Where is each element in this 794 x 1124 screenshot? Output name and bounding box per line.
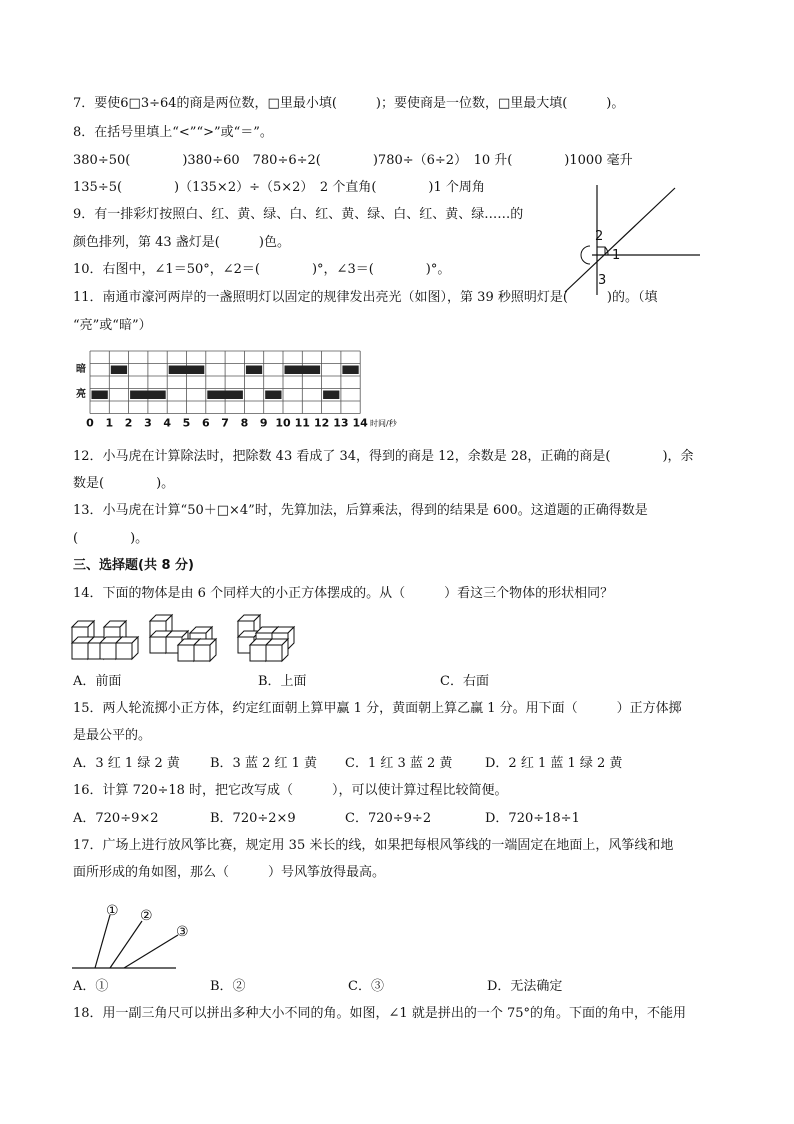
question-8-row-1: 380÷50( )380÷60 780÷6÷2( )780÷（6÷2） 10 升( )1000 毫升 bbox=[73, 153, 633, 168]
cube-object-3 bbox=[238, 615, 294, 661]
dark-segment bbox=[342, 366, 358, 375]
x-tick-label: 12 bbox=[313, 416, 330, 430]
q14-option-b: B．上面 bbox=[258, 674, 307, 689]
angle-figure bbox=[560, 180, 700, 300]
cube-object-2 bbox=[150, 615, 216, 661]
dark-segment bbox=[246, 366, 262, 375]
q16-option-d: D．720÷18÷1 bbox=[485, 811, 580, 826]
bright-segment bbox=[92, 391, 108, 400]
x-tick-label: 9 bbox=[259, 416, 268, 430]
dark-segment bbox=[169, 366, 205, 375]
question-11-line-2: “亮”或“暗”） bbox=[73, 318, 152, 333]
x-tick-label: 10 bbox=[275, 416, 291, 430]
question-15-line-2: 是最公平的。 bbox=[73, 728, 152, 743]
x-tick-label: 1 bbox=[105, 416, 114, 430]
cube-object-1 bbox=[72, 621, 138, 659]
x-tick-label: 2 bbox=[124, 416, 133, 430]
kite-label-1: ① bbox=[106, 903, 119, 919]
bright-segment bbox=[207, 391, 243, 400]
section-3-heading: 三、选择题(共 8 分) bbox=[73, 558, 194, 573]
x-tick-label: 5 bbox=[182, 416, 191, 430]
question-17-line-1: 17．广场上进行放风筝比赛，规定用 35 米长的线，如果把每根风筝线的一端固定在地面上，风筝线和地 bbox=[73, 838, 674, 853]
question-15-line-1: 15．两人轮流掷小正方体，约定红面朝上算甲赢 1 分，黄面朝上算乙赢 1 分。用下面（ ）正方体掷 bbox=[73, 701, 682, 716]
question-7: 7．要使6□3÷64的商是两位数，□里最小填( )；要使商是一位数，□里最大填( )。 bbox=[73, 96, 625, 111]
q14-option-c: C．右面 bbox=[440, 674, 489, 689]
x-tick-label: 6 bbox=[201, 416, 210, 430]
dark-segment bbox=[111, 366, 127, 375]
x-tick-label: 0 bbox=[86, 416, 94, 430]
question-8-title: 8．在括号里填上“<”“>”或“＝”。 bbox=[73, 125, 273, 140]
angle-label-1: 1 bbox=[612, 248, 621, 263]
q16-option-c: C．720÷9÷2 bbox=[345, 811, 432, 826]
q17-option-a: A．① bbox=[73, 979, 109, 994]
bright-segment bbox=[265, 391, 281, 400]
q14-option-a: A．前面 bbox=[73, 674, 122, 689]
x-tick-label: 14 bbox=[352, 416, 368, 430]
question-9-line-2: 颜色排列，第 43 盏灯是( )色。 bbox=[73, 235, 290, 250]
bright-segment bbox=[130, 391, 166, 400]
x-tick-label: 8 bbox=[240, 416, 249, 430]
q16-option-a: A．720÷9×2 bbox=[73, 811, 159, 826]
kite-angle-figure bbox=[70, 895, 200, 975]
x-tick-label: 4 bbox=[163, 416, 172, 430]
x-tick-label: 13 bbox=[333, 416, 349, 430]
question-16-stem: 16．计算 720÷18 时，把它改写成（ ），可以使计算过程比较简便。 bbox=[73, 783, 508, 798]
q16-option-b: B．720÷2×9 bbox=[210, 811, 296, 826]
question-18: 18．用一副三角尺可以拼出多种大小不同的角。如图，∠1 就是拼出的一个 75°的角。下面的角中，不能用 bbox=[73, 1006, 687, 1021]
q15-option-d: D．2 红 1 蓝 1 绿 2 黄 bbox=[485, 756, 623, 771]
x-tick-label: 11 bbox=[294, 416, 310, 430]
row-label-bright: 亮 bbox=[76, 389, 86, 400]
question-9-line-1: 9．有一排彩灯按照白、红、黄、绿、白、红、黄、绿、白、红、黄、绿……的 bbox=[73, 207, 524, 222]
dark-segment bbox=[285, 366, 321, 375]
q17-option-c: C．③ bbox=[348, 979, 384, 994]
question-13-line-1: 13．小马虎在计算“50＋□×4”时，先算加法，后算乘法，得到的结果是 600。这道题的正确得数是 bbox=[73, 503, 648, 518]
question-10: 10．右图中，∠1＝50°，∠2＝( )°，∠3＝( )°。 bbox=[73, 262, 451, 277]
q15-option-a: A．3 红 1 绿 2 黄 bbox=[73, 756, 180, 771]
kite-label-2: ② bbox=[140, 908, 153, 924]
x-tick-label: 7 bbox=[221, 416, 229, 430]
angle-label-3: 3 bbox=[598, 273, 607, 288]
q15-option-c: C．1 红 3 蓝 2 黄 bbox=[345, 756, 453, 771]
question-12-line-2: 数是( )。 bbox=[73, 476, 175, 491]
question-17-line-2: 面所形成的角如图，那么（ ）号风筝放得最高。 bbox=[73, 865, 386, 880]
cube-figures bbox=[70, 605, 310, 665]
question-13-line-2: ( )。 bbox=[73, 531, 149, 546]
question-8-row-2: 135÷5( )（135×2）÷（5×2） 2 个直角( )1 个周角 bbox=[73, 180, 485, 195]
x-tick-label: 3 bbox=[144, 416, 152, 430]
angle-label-2: 2 bbox=[595, 229, 604, 244]
question-12-line-1: 12．小马虎在计算除法时，把除数 43 看成了 34，得到的商是 12，余数是 28，正确的商是( )，余 bbox=[73, 449, 694, 464]
q17-option-b: B．② bbox=[210, 979, 246, 994]
q17-option-d: D．无法确定 bbox=[487, 979, 563, 994]
light-pattern-chart bbox=[72, 345, 397, 430]
q15-option-b: B．3 蓝 2 红 1 黄 bbox=[210, 756, 318, 771]
bright-segment bbox=[323, 391, 339, 400]
question-14-stem: 14．下面的物体是由 6 个同样大的小正方体摆成的。从（ ）看这三个物体的形状相同？ bbox=[73, 586, 614, 601]
kite-label-3: ③ bbox=[176, 924, 189, 940]
row-label-dark: 暗 bbox=[76, 364, 86, 375]
question-11-line-1: 11．南通市濠河两岸的一盏照明灯以固定的规律发出亮光（如图），第 39 秒照明灯是( )的。（填 bbox=[73, 290, 658, 305]
x-unit-label: 时间/秒 bbox=[370, 419, 397, 428]
